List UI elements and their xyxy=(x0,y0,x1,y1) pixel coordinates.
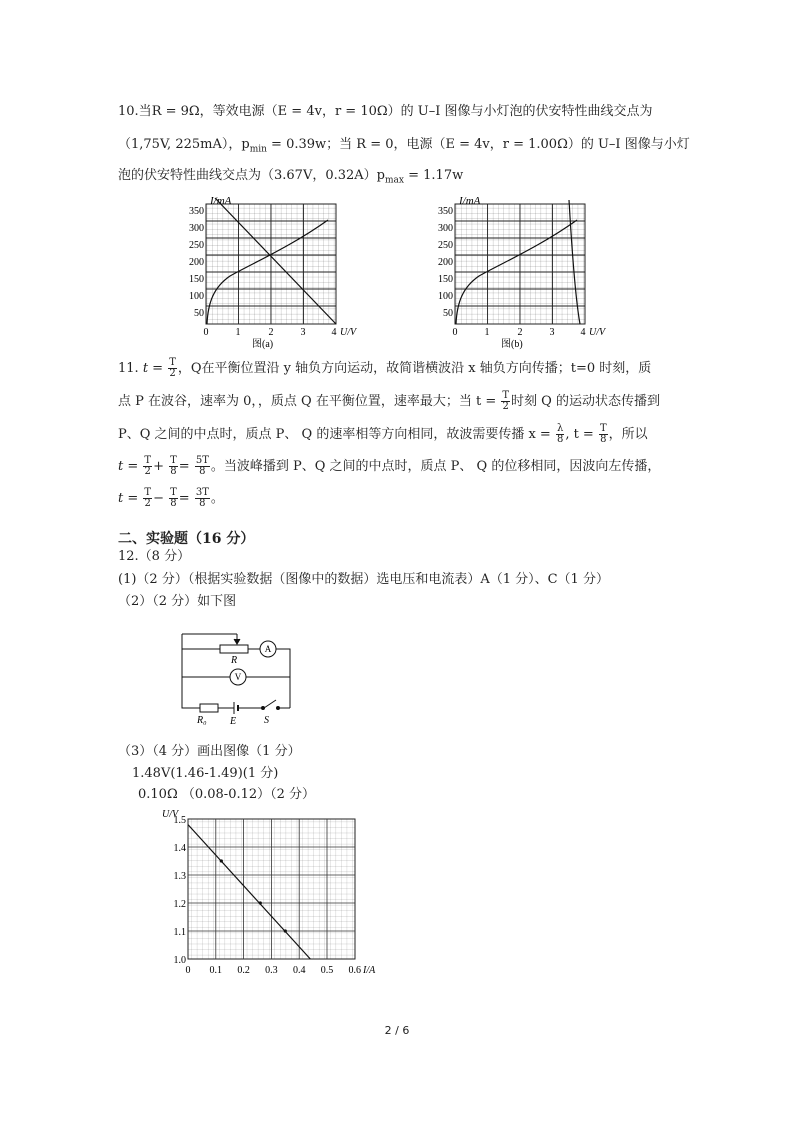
q12-part-3: （3）（4 分）画出图像（1 分） xyxy=(118,744,301,759)
ui-ytick: 1.4 xyxy=(173,843,186,854)
graph-a-ytick: 300 xyxy=(189,223,204,234)
ui-data-point xyxy=(284,929,287,932)
graph-a-xtick: 1 xyxy=(235,327,241,338)
q11-line-2: 点 P 在波谷，速率为 0，，质点 Q 在平衡位置，速率最大；当 t = $\frac{T}{2}$ 时刻 Q 的运动状态传播到 xyxy=(118,390,660,412)
q12-part-2: （2）（2 分）如下图 xyxy=(118,594,237,609)
switch-blade xyxy=(264,700,276,708)
q11-line-4: t = $\frac{T}{2}$ + $\frac{T}{8}$ = $\frac{5T}{8}$ 。当波峰播到 P、Q 之间的中点时，质点 P、 Q 的位移相同，因波向左传播， xyxy=(118,455,661,477)
q11-line-3: P、Q 之间的中点时，质点 P、 Q 的速率相等方向相同，故波需要传播 x = $\frac{\lambda}{8}$ , t = $\frac{T}{8}$ ，所以 xyxy=(118,423,648,445)
fraction: $\frac{T}{2}$ xyxy=(144,487,152,509)
ui-xtick: 0.4 xyxy=(292,965,306,976)
graph-a-yticks xyxy=(189,206,204,319)
label-A: A xyxy=(264,644,272,654)
fraction: $\frac{T}{2}$ xyxy=(169,357,176,379)
fraction: $\frac{T}{8}$ xyxy=(170,487,177,509)
q11-line-5: t = $\frac{T}{2}$ − $\frac{T}{8}$ = $\frac{3T}{8}$ 。 xyxy=(118,487,224,509)
fraction: $\frac{T}{2}$ xyxy=(144,455,152,477)
graph-a-xtick: 4 xyxy=(331,327,337,338)
graph-b-xlabel: U/V xyxy=(589,327,606,338)
graph-a-ytick: 200 xyxy=(189,257,204,268)
ui-ytick: 1.3 xyxy=(173,871,186,882)
q12-part-1: (1)（2 分）（根据实验数据（图像中的数据）选电压和电流表）A（1 分）、C（1 分） xyxy=(118,572,609,587)
ui-ytick: 1.0 xyxy=(173,955,186,966)
ui-xticks xyxy=(186,965,362,976)
fraction: $\frac{T}{2}$ xyxy=(502,390,510,412)
q10-line-1: 10.当R = 9Ω，等效电源（E = 4v，r = 10Ω）的 U–I 图像与小灯泡的伏安特性曲线交点为 xyxy=(118,104,653,119)
graph-b-ytick: 250 xyxy=(438,240,453,251)
graph-a-xlabel: U/V xyxy=(340,327,357,338)
graph-b-ytick: 50 xyxy=(443,308,453,319)
graph-a-xtick: 3 xyxy=(300,327,306,338)
q10-line-3: 泡的伏安特性曲线交点为（3.67V，$0.32A)p_{max} = 1.17w$ xyxy=(118,168,464,186)
graph-b-ylabel: I/mA xyxy=(459,195,481,207)
rheostat xyxy=(220,645,248,653)
q10-line-2: （1,75V, 225mA），$p_{min} = 0.39w$；当 R = 0，电源（E = 4v，r = 1.00Ω）的 U–I 图像与小灯 xyxy=(118,137,690,155)
graph-b xyxy=(438,195,607,350)
section-title: 二、实验题（16 分） xyxy=(118,531,255,547)
graph-a-ytick: 250 xyxy=(189,240,204,251)
q12-title: 12.（8 分） xyxy=(118,549,191,564)
answer-emf: 1.48V(1.46-1.49)(1 分) xyxy=(132,766,279,781)
ui-yticks xyxy=(174,815,187,966)
graph-b-xtick: 3 xyxy=(549,327,555,338)
page-number: 2 / 6 xyxy=(384,1024,410,1037)
graph-a-ytick: 50 xyxy=(194,308,204,319)
label-R0: R₀ xyxy=(197,715,207,726)
label-V: V xyxy=(234,672,242,682)
label-E: E xyxy=(230,716,237,727)
ui-xtick: 0 xyxy=(185,965,191,976)
answer-resistance: 0.10Ω （0.08-0.12）（2 分） xyxy=(138,787,316,802)
label-R: R xyxy=(231,655,238,666)
ui-data-point xyxy=(259,901,262,904)
fraction: $\frac{5T}{8}$ xyxy=(195,455,209,477)
graph-b-ytick: 150 xyxy=(438,274,453,285)
ui-ytick: 1.1 xyxy=(173,927,186,938)
graph-b-yticks xyxy=(438,206,453,319)
ui-ytick: 1.5 xyxy=(173,815,186,826)
graph-b-ytick: 200 xyxy=(438,257,453,268)
r0-resistor xyxy=(200,704,218,712)
ui-ylabel: U/V xyxy=(162,809,179,820)
graph-a-ylabel: I/mA xyxy=(210,195,232,207)
ui-data-point xyxy=(220,859,223,862)
graph-a xyxy=(189,195,358,350)
ui-ytick: 1.2 xyxy=(173,899,186,910)
fraction: $\frac{\lambda}{8}$ xyxy=(556,423,564,445)
ui-graph xyxy=(158,805,398,985)
graph-b-caption: 图(b) xyxy=(501,339,523,350)
ui-xlabel: I/A xyxy=(363,965,376,976)
ui-xtick: 0.6 xyxy=(348,965,362,976)
graph-a-xtick: 0 xyxy=(203,327,209,338)
q11-line-1: 11. t = $\frac{T}{2}$ ，Q在平衡位置沿 y 轴负方向运动，故简谐横波沿 x 轴负方向传播；t=0 时刻，质 xyxy=(118,357,652,379)
graph-a-xtick: 2 xyxy=(268,327,274,338)
ui-xtick: 0.2 xyxy=(237,965,250,976)
fraction: $\frac{T}{8}$ xyxy=(170,455,177,477)
label-S: S xyxy=(264,715,269,726)
graph-a-xticks xyxy=(204,327,337,338)
ui-xtick: 0.5 xyxy=(320,965,334,976)
graphs-ab xyxy=(0,192,794,352)
graph-b-xtick: 1 xyxy=(484,327,490,338)
graph-b-xticks xyxy=(453,327,586,338)
graph-a-ytick: 100 xyxy=(189,291,204,302)
graph-b-xtick: 0 xyxy=(452,327,458,338)
graph-b-xtick: 2 xyxy=(517,327,523,338)
graph-b-ytick: 300 xyxy=(438,223,453,234)
ui-xtick: 0.3 xyxy=(265,965,278,976)
graph-b-ytick: 350 xyxy=(438,206,453,217)
circuit-diagram xyxy=(172,628,312,728)
fraction: $\frac{3T}{8}$ xyxy=(195,487,209,509)
graph-a-ytick: 150 xyxy=(189,274,204,285)
graph-b-xtick: 4 xyxy=(580,327,586,338)
graph-b-ytick: 100 xyxy=(438,291,453,302)
ui-xtick: 0.1 xyxy=(209,965,223,976)
fraction: $\frac{T}{8}$ xyxy=(599,423,607,445)
graph-a-caption: 图(a) xyxy=(252,339,274,350)
graph-a-ytick: 350 xyxy=(189,206,204,217)
